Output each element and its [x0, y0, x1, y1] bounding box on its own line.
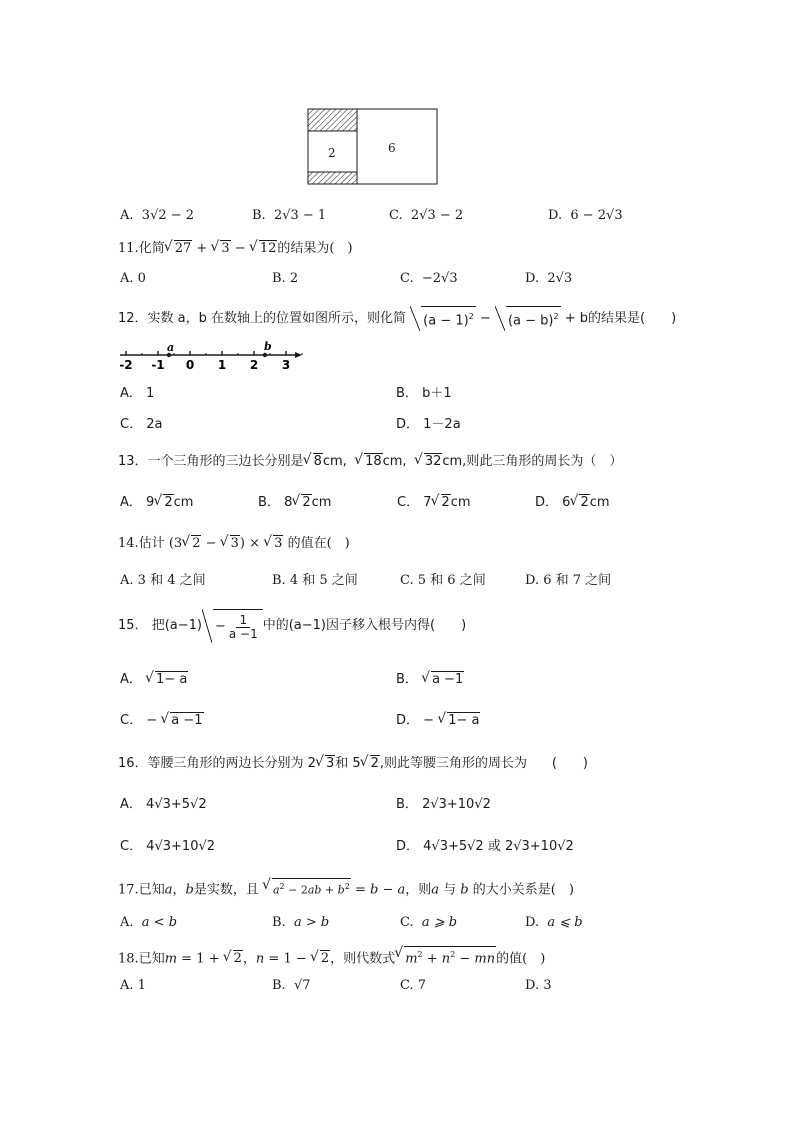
axis-tick-label: 1	[217, 358, 227, 372]
point-b-label: b	[264, 340, 272, 353]
q14-option-c: C. 5 和 6 之间	[400, 573, 486, 588]
q18-option-c: C. 7	[400, 978, 427, 993]
q11-option-b: B. 2	[272, 271, 299, 286]
q17-option-c: C. a ⩾ b	[400, 915, 458, 930]
q16-option-a: A． 4√3+5√2	[120, 797, 207, 812]
q17-stem: 17.已知a，b是实数，且 √ $a^2 - 2ab + b^2 = b - a$，则a 与 b 的大小关系是( )	[118, 878, 574, 900]
q14-option-a: A. 3 和 4 之间	[120, 573, 206, 588]
axis-tick-label: 0	[185, 358, 195, 372]
hatched-bottom	[308, 172, 357, 184]
large-square-label: 6	[388, 141, 396, 155]
hatched-top	[308, 109, 357, 131]
point-b-dot	[263, 353, 267, 357]
q14-option-b: B. 4 和 5 之间	[272, 573, 358, 588]
axis-tick-label: -2	[119, 358, 133, 372]
axis-tick-label: -1	[151, 358, 165, 372]
q16-option-d: D． 4√3+5√2 或 2√3+10√2	[396, 839, 574, 854]
q12-option-d: D． 1－2a	[396, 417, 461, 432]
large-square	[357, 109, 437, 184]
q17-option-a: A. a < b	[120, 915, 178, 930]
q18-option-a: A. 1	[120, 978, 146, 993]
q10-option-b: B. 2√3 − 1	[252, 208, 327, 223]
q13-option-c: C． 7√ 2cm	[397, 494, 471, 512]
q10-option-c: C. 2√3 − 2	[389, 208, 464, 223]
q11-stem: 11.化简√ 27 + √ 3 − √ 12的结果为( )	[118, 240, 353, 258]
small-square-label: 2	[328, 146, 336, 160]
q15-stem: 15． 把(a−1) − $\frac{1}{a -1}$ 中的(a−1)因子移入根号内得( )	[118, 606, 466, 646]
q13-option-b: B． 8√ 2cm	[258, 494, 331, 512]
q16-option-c: C． 4√3+10√2	[120, 839, 216, 854]
q12-option-c: C． 2a	[120, 417, 163, 432]
q18-option-b: B. √7	[272, 978, 311, 993]
q17-option-d: D. a ⩽ b	[525, 915, 583, 930]
q11-option-a: A. 0	[120, 271, 146, 286]
q18-stem: 18.已知m = 1 + √ 2，n = 1 − √ 2，则代数式√ $m^2 + n^2$ − mn的值( )	[118, 946, 545, 968]
axis-tick-label: 2	[249, 358, 259, 372]
axis-arrow	[295, 352, 302, 358]
q12-option-b: B． b＋1	[396, 386, 452, 401]
q15-option-c: C． − √ a −1	[120, 712, 204, 730]
q10-option-a: A. 3√2 − 2	[120, 208, 195, 223]
q16-option-b: B． 2√3+10√2	[396, 797, 491, 812]
squares-figure	[305, 106, 441, 188]
number-line	[118, 340, 304, 372]
q13-stem: 13．一个三角形的三边长分别是√ 8cm, √ 18cm, √ 32cm,则此三角形的周长为（ ）	[118, 453, 622, 471]
q12-option-a: A． 1	[120, 386, 155, 401]
axis-tick-label: 3	[281, 358, 291, 372]
q15-option-b: B． √ a −1	[396, 671, 464, 689]
q14-option-d: D. 6 和 7 之间	[525, 573, 612, 588]
q10-option-d: D. 6 − 2√3	[548, 208, 623, 223]
point-a-label: a	[167, 341, 175, 354]
q15-option-a: A． √ 1− a	[120, 671, 188, 689]
q14-stem: 14.估计 (3√ 2 − √ 3) × √ 3 的值在( )	[118, 535, 350, 553]
q13-option-d: D． 6√ 2cm	[535, 494, 610, 512]
q11-option-d: D. 2√3	[525, 271, 573, 286]
q11-option-c: C. −2√3	[400, 271, 458, 286]
q12-stem: 12．实数 a，b 在数轴上的位置如图所示，则化简 $(a - 1)^2 - (a - b)^2 + b$的结果是( )	[118, 306, 676, 331]
q17-option-b: B. a > b	[272, 915, 330, 930]
q18-option-d: D. 3	[525, 978, 552, 993]
q16-stem: 16．等腰三角形的两边长分别为 2√ 3和 5√ 2,则此等腰三角形的周长为 ( )	[118, 755, 588, 773]
q15-option-d: D． − √ 1− a	[396, 712, 480, 730]
q13-option-a: A． 9√ 2cm	[120, 494, 193, 512]
